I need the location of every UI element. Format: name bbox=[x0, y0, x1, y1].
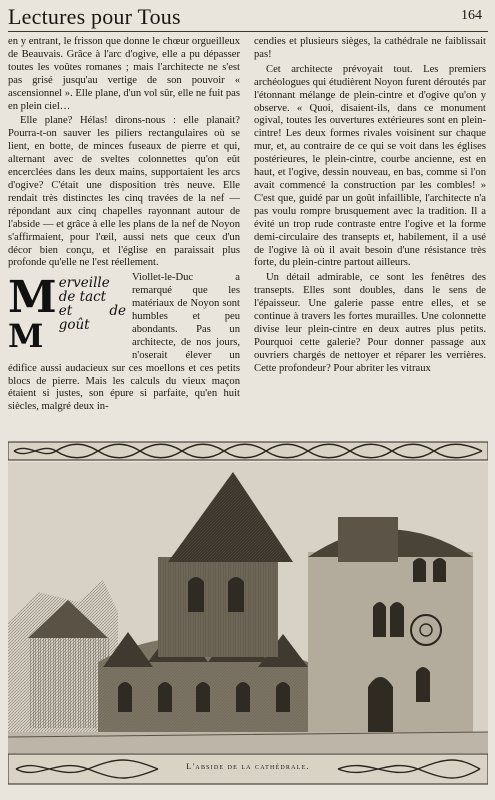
paragraph: Elle plane? Hélas! dirons-nous : elle planait? Pourra-t-on sauver les piliers rectangulaires où se lient, en botte, de minces fuseaux de pierre et qui, alternant avec de sveltes colonnettes qu'on eût encerclées dans les deux mains, supportaient les arcs d'ogive? C'était une disposition très neuve. Elle rendait très distinctes les cinq travées de la nef — répondant aux cinq chapelles rayonnant autour de l'abside — et grâce à elle les plans de la nef de Noyon s'affirmaient, pour l'œil, aussi nets que ceux d'un décor bien conçu, et l'église en paraissait plus profonde qu'elle ne l'est réellement. bbox=[8, 115, 240, 269]
page-header bbox=[8, 4, 488, 28]
dropcap-letter: M bbox=[8, 317, 44, 356]
page-number: 164 bbox=[461, 8, 482, 23]
paragraph: Viollet-le-Duc a remarqué que les matériaux de Noyon sont humbles et peu abondants. Pas un architecte, de nos jours, n'oserait élever un édifice aussi audacieux sur ces moellons et ces petits blocs de pierre. Mais les calculs du vieux maçon étaient si justes, son épure si parfaite, qu'en huit siècles, malgré deux in- bbox=[8, 272, 240, 413]
dropcap-text: erveille bbox=[58, 275, 110, 292]
running-title: Lectures pour Tous bbox=[8, 4, 181, 29]
paragraph: cendies et plusieurs sièges, la cathédrale ne faiblissait pas! bbox=[254, 36, 486, 60]
paragraph: Un détail admirable, ce sont les fenêtres des transepts. Elles sont doubles, dans le sens de l'épaisseur. Une galerie passe entre elles, et se continue à travers les fortes murailles. Une colonnette divise leur plein-cintre en deux autres plus petits. Pourquoi cette galerie? Pour donner passage aux ouvriers chargés de nettoyer et réparer les verrières. Cette profondeur? Pour abriter les vitraux bbox=[254, 272, 486, 374]
ornamental-border-top bbox=[8, 440, 488, 462]
right-column bbox=[254, 36, 486, 378]
dropcap-letter: M bbox=[8, 272, 57, 324]
paragraph: en y entrant, le frisson que donne le chœur orgueilleux de Beauvais. Grâce à l'arc d'ogive, elle a pu dépasser toutes les voûtes romanes ; mais l'architecte ne s'est pas grisé jusqu'au vertige de son pouvoir « ascensionnel ». Elle plane, d'un vol sûr, elle ne fuit pas en plein ciel… bbox=[8, 36, 240, 112]
paragraph: Cet architecte prévoyait tout. Les premiers archéologues qui étudièrent Noyon furent déroutés par l'étonnant mélange de plein-cintre et d'ogive qu'on y observe. « Quoi, disaient-ils, dans ce monument ogival, toutes les ouvertures extérieures sont en plein-cintre! Les deux formes rivales voisinent sur chaque mur, et, au contraire de ce qui se voit dans les églises postérieures, le plein-cintre, courbe ancienne, est en haut, et l'ogive, dessin nouveau, en bas, comme si l'on avait commencé la construction par les combles! » C'est que, guidé par un goût infaillible, l'architecte n'a pas voulu rompre brusquement avec la tradition. Il a évité un trop rude contraste entre l'ogive et la forme demi-circulaire des transepts et, habilement, il a usé de l'ogive là où il avait besoin d'une résistance très forte, du plein-cintre partout ailleurs. bbox=[254, 63, 486, 269]
figure-caption: L'abside de la cathédrale. bbox=[186, 761, 310, 771]
dropcap-text: de tact bbox=[58, 289, 107, 306]
section-heading-dropcap bbox=[8, 272, 126, 356]
left-column bbox=[8, 36, 240, 416]
dropcap-text: et de goût bbox=[58, 303, 126, 334]
cathedral-illustration bbox=[8, 462, 488, 753]
header-rule bbox=[8, 31, 488, 32]
cathedral-engraving-icon bbox=[8, 462, 488, 753]
caption-band bbox=[8, 753, 488, 787]
